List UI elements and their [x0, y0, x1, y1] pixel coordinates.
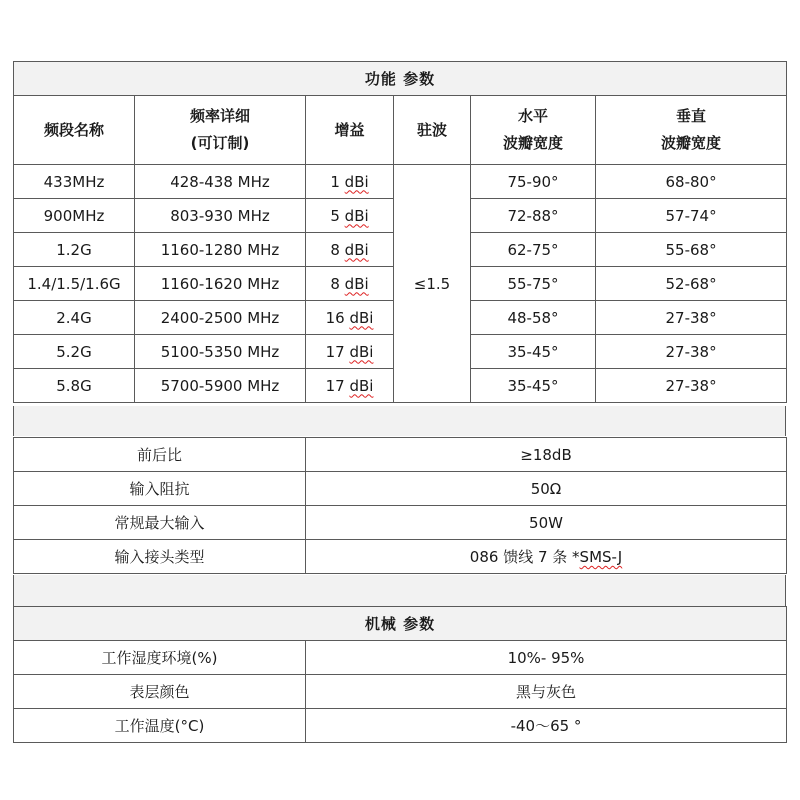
gain-cell — [306, 165, 394, 199]
vertical-beamwidth-cell: 27-38° — [596, 335, 787, 369]
frequency-cell: 5100-5350 MHz — [135, 335, 306, 369]
vertical-beamwidth-cell: 68-80° — [596, 165, 787, 199]
table-row — [14, 540, 787, 574]
gain-cell — [306, 233, 394, 267]
value-cell: 50W — [306, 506, 787, 540]
horizontal-beamwidth-cell: 55-75° — [471, 267, 596, 301]
gain-cell — [306, 267, 394, 301]
gain-value: 17 — [325, 342, 345, 361]
gain-value: 16 — [325, 308, 345, 327]
frequency-cell: 803-930 MHz — [135, 199, 306, 233]
gain-unit: dBi — [349, 308, 374, 327]
label-cell: 输入接头类型 — [14, 540, 306, 574]
horizontal-beamwidth-cell: 48-58° — [471, 301, 596, 335]
value-cell: ≥18dB — [306, 438, 787, 472]
label-cell: 工作温度(°C) — [14, 709, 306, 743]
header-vertical-line1: 垂直 — [676, 107, 707, 125]
vertical-beamwidth-cell: 57-74° — [596, 199, 787, 233]
vertical-beamwidth-cell: 55-68° — [596, 233, 787, 267]
header-vertical-beamwidth — [596, 96, 787, 165]
functional-params-title: 功能 参数 — [14, 62, 787, 96]
gain-value: 8 — [330, 240, 340, 259]
value-cell: 10%- 95% — [306, 641, 787, 675]
table-row — [14, 641, 787, 675]
band-cell: 2.4G — [14, 301, 135, 335]
vertical-beamwidth-cell: 27-38° — [596, 369, 787, 403]
vertical-beamwidth-cell: 27-38° — [596, 301, 787, 335]
section-spacer — [13, 575, 786, 606]
header-frequency — [135, 96, 306, 165]
connector-model: SMS-J — [579, 548, 623, 566]
label-cell: 前后比 — [14, 438, 306, 472]
label-cell: 常规最大输入 — [14, 506, 306, 540]
section-spacer — [13, 406, 786, 436]
header-gain: 增益 — [306, 96, 394, 165]
electrical-params-table — [13, 437, 787, 574]
header-horizontal-line1: 水平 — [517, 107, 548, 125]
band-cell: 433MHz — [14, 165, 135, 199]
table-row — [14, 472, 787, 506]
frequency-cell: 2400-2500 MHz — [135, 301, 306, 335]
table-row — [14, 675, 787, 709]
label-cell: 表层颜色 — [14, 675, 306, 709]
band-cell: 900MHz — [14, 199, 135, 233]
gain-unit: dBi — [344, 172, 369, 191]
horizontal-beamwidth-cell: 72-88° — [471, 199, 596, 233]
frequency-cell: 1160-1620 MHz — [135, 267, 306, 301]
frequency-cell: 428-438 MHz — [135, 165, 306, 199]
header-vswr: 驻波 — [394, 96, 471, 165]
horizontal-beamwidth-cell: 35-45° — [471, 335, 596, 369]
band-cell: 1.2G — [14, 233, 135, 267]
band-cell: 1.4/1.5/1.6G — [14, 267, 135, 301]
label-cell: 输入阻抗 — [14, 472, 306, 506]
frequency-cell: 1160-1280 MHz — [135, 233, 306, 267]
header-horizontal-beamwidth — [471, 96, 596, 165]
value-cell: -40～65 ° — [306, 709, 787, 743]
horizontal-beamwidth-cell: 62-75° — [471, 233, 596, 267]
header-frequency-line1: 频率详细 — [189, 107, 250, 125]
band-cell: 5.8G — [14, 369, 135, 403]
value-cell: 50Ω — [306, 472, 787, 506]
mechanical-params-title: 机械 参数 — [14, 607, 787, 641]
gain-unit: dBi — [349, 376, 374, 395]
table-row — [14, 165, 787, 199]
gain-cell — [306, 369, 394, 403]
vertical-beamwidth-cell: 52-68° — [596, 267, 787, 301]
vswr-cell: ≤1.5 — [394, 165, 471, 403]
band-cell: 5.2G — [14, 335, 135, 369]
mechanical-params-table — [13, 606, 787, 743]
connector-value: 086 馈线 7 条 * — [469, 548, 580, 566]
header-band-name: 频段名称 — [14, 96, 135, 165]
table-row — [14, 506, 787, 540]
gain-cell — [306, 301, 394, 335]
label-cell: 工作湿度环境(%) — [14, 641, 306, 675]
gain-value: 5 — [330, 206, 340, 225]
gain-cell — [306, 199, 394, 233]
gain-value: 8 — [330, 274, 340, 293]
gain-value: 1 — [330, 172, 340, 191]
gain-unit: dBi — [344, 274, 369, 293]
gain-unit: dBi — [349, 342, 374, 361]
header-vertical-line2: 波瓣宽度 — [661, 134, 722, 152]
value-cell — [306, 540, 787, 574]
table-header-row — [14, 96, 787, 165]
gain-unit: dBi — [344, 240, 369, 259]
functional-params-table — [13, 61, 787, 403]
header-frequency-line2: (可订制) — [190, 134, 250, 152]
gain-unit: dBi — [344, 206, 369, 225]
gain-cell — [306, 335, 394, 369]
value-cell: 黑与灰色 — [306, 675, 787, 709]
horizontal-beamwidth-cell: 35-45° — [471, 369, 596, 403]
header-horizontal-line2: 波瓣宽度 — [502, 134, 563, 152]
table-row — [14, 438, 787, 472]
frequency-cell: 5700-5900 MHz — [135, 369, 306, 403]
horizontal-beamwidth-cell: 75-90° — [471, 165, 596, 199]
table-row — [14, 709, 787, 743]
gain-value: 17 — [325, 376, 345, 395]
